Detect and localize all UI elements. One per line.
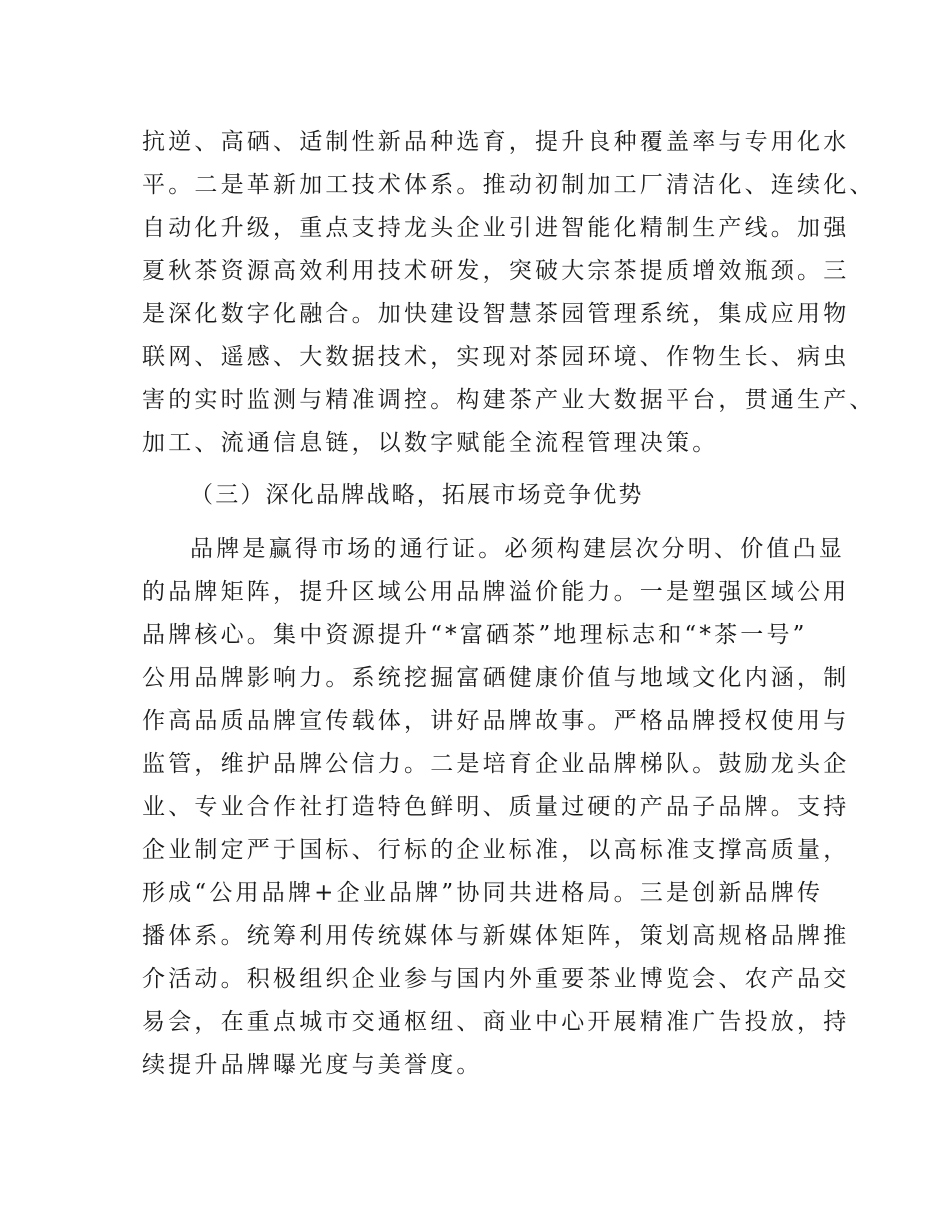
paragraph-line: 害的实时监测与精准调控。构建茶产业大数据平台，贯通生产、 [142,387,876,413]
paragraph-line: 续提升品牌曝光度与美誉度。 [142,1052,483,1078]
section-heading: （三）深化品牌战略，拓展市场竞争优势 [190,482,644,508]
paragraph-line: 播体系。统筹利用传统媒体与新媒体矩阵，策划高规格品牌推 [142,923,850,949]
paragraph-line: 企业制定严于国标、行标的企业标准，以高标准支撑高质量， [142,837,850,863]
paragraph-line: 加工、流通信息链，以数字赋能全流程管理决策。 [142,430,719,456]
paragraph-line: 是深化数字化融合。加快建设智慧茶园管理系统，集成应用物 [142,301,850,327]
paragraph-first-line: 品牌是赢得市场的通行证。必须构建层次分明、价值凸显 [190,536,845,562]
paragraph-line: 抗逆、高硒、适制性新品种选育，提升良种覆盖率与专用化水 [142,129,850,155]
paragraph-line: 监管，维护品牌公信力。二是培育企业品牌梯队。鼓励龙头企 [142,751,850,777]
paragraph-line: 自动化升级，重点支持龙头企业引进智能化精制生产线。加强 [142,215,850,241]
paragraph-line: 的品牌矩阵，提升区域公用品牌溢价能力。一是塑强区域公用 [142,579,850,605]
paragraph-line: 平。二是革新加工技术体系。推动初制加工厂清洁化、连续化、 [142,172,876,198]
paragraph-line: 作高品质品牌宣传载体，讲好品牌故事。严格品牌授权使用与 [142,708,850,734]
paragraph-line: 介活动。积极组织企业参与国内外重要茶业博览会、农产品交 [142,966,850,992]
paragraph-line: 形成“公用品牌+企业品牌”协同共进格局。三是创新品牌传 [142,880,824,906]
paragraph-line: 业、专业合作社打造特色鲜明、质量过硬的产品子品牌。支持 [142,794,850,820]
paragraph-line: 公用品牌影响力。系统挖掘富硒健康价值与地域文化内涵，制 [142,665,850,691]
paragraph-line: 夏秋茶资源高效利用技术研发，突破大宗茶提质增效瓶颈。三 [142,258,850,284]
paragraph-line: 易会，在重点城市交通枢纽、商业中心开展精准广告投放，持 [142,1009,850,1035]
paragraph-line: 联网、遥感、大数据技术，实现对茶园环境、作物生长、病虫 [142,344,850,370]
paragraph-line: 品牌核心。集中资源提升“*富硒茶”地理标志和“*茶一号” [142,622,808,648]
